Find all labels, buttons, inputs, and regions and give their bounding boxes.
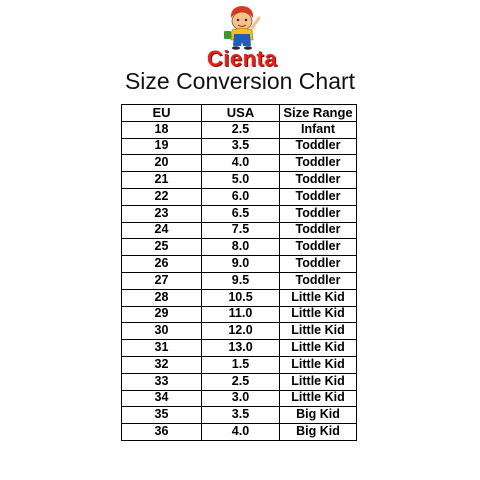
size-range-cell: Little Kid [280,340,357,357]
table-row [122,239,357,256]
table-body [122,121,357,440]
size-range-cell: Little Kid [280,306,357,323]
size-range-cell: Toddler [280,239,357,256]
table-row [122,172,357,189]
page-title: Size Conversion Chart [124,68,356,94]
size-range-cell: Infant [280,121,357,138]
eu-size-cell: 26 [122,256,202,273]
table-row [122,121,357,138]
eu-size-cell: 31 [122,340,202,357]
size-range-cell: Little Kid [280,373,357,390]
usa-size-cell: 3.5 [202,407,280,424]
eu-size-cell: 22 [122,188,202,205]
brand-logo [196,4,288,70]
table-row [122,390,357,407]
usa-size-cell: 2.5 [202,121,280,138]
table-row [122,424,357,441]
eu-size-cell: 29 [122,306,202,323]
eu-size-cell: 34 [122,390,202,407]
table-row [122,272,357,289]
eu-size-cell: 28 [122,289,202,306]
usa-size-cell: 12.0 [202,323,280,340]
table-row [122,138,357,155]
table-row [122,306,357,323]
table-row [122,289,357,306]
table-row [122,407,357,424]
column-header-size-range: Size Range [280,105,357,122]
size-range-cell: Toddler [280,256,357,273]
usa-size-cell: 5.0 [202,172,280,189]
size-range-cell: Toddler [280,222,357,239]
column-header-usa: USA [202,105,280,122]
eu-size-cell: 21 [122,172,202,189]
table-row [122,256,357,273]
table-row [122,373,357,390]
usa-size-cell: 2.5 [202,373,280,390]
usa-size-cell: 4.0 [202,424,280,441]
eu-size-cell: 19 [122,138,202,155]
size-range-cell: Big Kid [280,407,357,424]
usa-size-cell: 8.0 [202,239,280,256]
usa-size-cell: 6.5 [202,205,280,222]
usa-size-cell: 3.5 [202,138,280,155]
eu-size-cell: 25 [122,239,202,256]
eu-size-cell: 23 [122,205,202,222]
size-range-cell: Little Kid [280,390,357,407]
size-range-cell: Toddler [280,205,357,222]
size-range-cell: Little Kid [280,289,357,306]
eu-size-cell: 24 [122,222,202,239]
cartoon-boy-mascot-icon [222,4,262,50]
usa-size-cell: 9.5 [202,272,280,289]
eu-size-cell: 27 [122,272,202,289]
size-conversion-table [121,104,357,441]
size-range-cell: Toddler [280,188,357,205]
usa-size-cell: 9.0 [202,256,280,273]
table-row [122,323,357,340]
usa-size-cell: 3.0 [202,390,280,407]
size-range-cell: Toddler [280,172,357,189]
eu-size-cell: 32 [122,356,202,373]
usa-size-cell: 6.0 [202,188,280,205]
size-range-cell: Big Kid [280,424,357,441]
usa-size-cell: 10.5 [202,289,280,306]
usa-size-cell: 1.5 [202,356,280,373]
eu-size-cell: 18 [122,121,202,138]
eu-size-cell: 30 [122,323,202,340]
table-row [122,340,357,357]
brand-name: Cienta [206,46,278,71]
size-range-cell: Little Kid [280,323,357,340]
table-row [122,205,357,222]
size-range-cell: Toddler [280,138,357,155]
size-range-cell: Toddler [280,272,357,289]
eu-size-cell: 36 [122,424,202,441]
usa-size-cell: 4.0 [202,155,280,172]
column-header-eu: EU [122,105,202,122]
size-range-cell: Toddler [280,155,357,172]
eu-size-cell: 33 [122,373,202,390]
eu-size-cell: 20 [122,155,202,172]
eu-size-cell: 35 [122,407,202,424]
table-header-row [122,105,357,122]
table-row [122,356,357,373]
usa-size-cell: 7.5 [202,222,280,239]
usa-size-cell: 13.0 [202,340,280,357]
table-row [122,222,357,239]
table-row [122,188,357,205]
usa-size-cell: 11.0 [202,306,280,323]
size-range-cell: Little Kid [280,356,357,373]
table-row [122,155,357,172]
